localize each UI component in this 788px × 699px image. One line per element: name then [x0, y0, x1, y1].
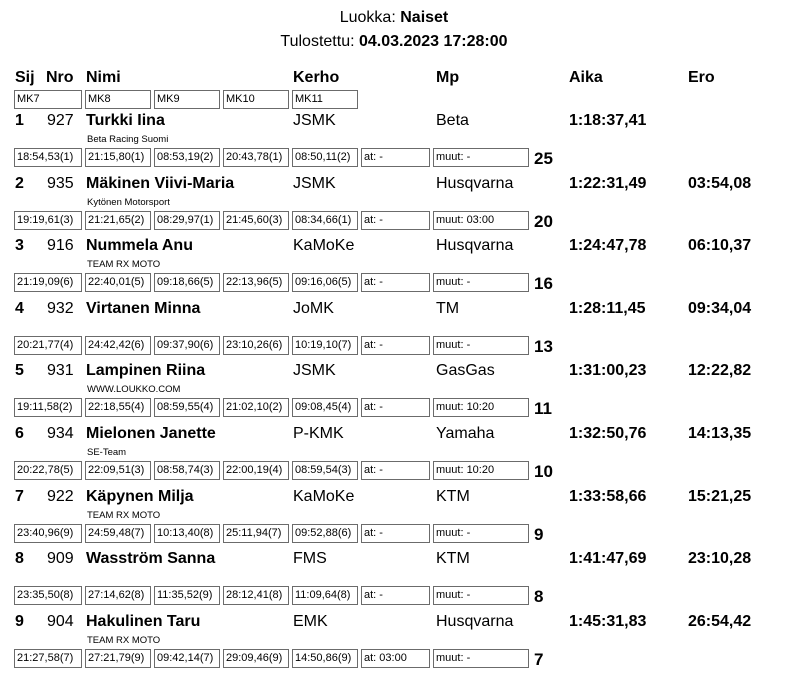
- rider-team: WWW.LOUKKO.COM: [87, 384, 181, 395]
- lap-time-cell: 21:19,09(6): [14, 273, 82, 292]
- col-mp: Mp: [436, 69, 460, 86]
- rider-number: 922: [47, 488, 74, 505]
- rider-bike: Yamaha: [436, 425, 495, 442]
- rider-club: JSMK: [293, 112, 336, 129]
- lap-time-cell: 22:00,19(4): [223, 461, 289, 480]
- rider-club: P-KMK: [293, 425, 344, 442]
- printed-label: Tulostettu:: [280, 33, 355, 50]
- rider-name: Lampinen Riina: [86, 362, 206, 379]
- rider-position: 3: [15, 237, 24, 254]
- lap-time-cell: 11:09,64(8): [292, 586, 358, 605]
- rider-points: 25: [534, 149, 553, 168]
- rider-points: 10: [534, 462, 553, 481]
- lap-time-cell: 14:50,86(9): [292, 649, 358, 668]
- lap-time-cell: 09:37,90(6): [154, 336, 220, 355]
- rider-points: 9: [534, 525, 544, 544]
- lap-time-cell: 23:35,50(8): [14, 586, 82, 605]
- rider-gap: 14:13,35: [688, 425, 752, 442]
- col-lap-mk9: MK9: [154, 90, 220, 109]
- rider-number: 916: [47, 237, 74, 254]
- col-sij: Sij: [15, 69, 35, 86]
- lap-time-cell: 20:43,78(1): [223, 148, 289, 167]
- lap-time-cell: 21:21,65(2): [85, 211, 151, 230]
- at-penalty-cell: at: -: [361, 273, 430, 292]
- rider-gap: 26:54,42: [688, 613, 752, 630]
- col-aika: Aika: [569, 69, 603, 86]
- rider-bike: TM: [436, 300, 460, 317]
- lap-time-cell: 27:21,79(9): [85, 649, 151, 668]
- rider-name: Turkki Iina: [86, 112, 165, 129]
- rider-club: KaMoKe: [293, 488, 355, 505]
- rider-club: KaMoKe: [293, 237, 355, 254]
- rider-number: 935: [47, 175, 74, 192]
- col-nimi: Nimi: [86, 69, 121, 86]
- rider-position: 4: [15, 300, 24, 317]
- rider-gap: 09:34,04: [688, 300, 752, 317]
- rider-bike: KTM: [436, 488, 470, 505]
- lap-time-cell: 19:19,61(3): [14, 211, 82, 230]
- rider-number: 934: [47, 425, 74, 442]
- lap-time-cell: 08:59,54(3): [292, 461, 358, 480]
- rider-bike: GasGas: [436, 362, 495, 379]
- lap-time-cell: 20:22,78(5): [14, 461, 82, 480]
- rider-points: 7: [534, 650, 544, 669]
- lap-time-cell: 21:15,80(1): [85, 148, 151, 167]
- rider-total-time: 1:24:47,78: [569, 237, 647, 254]
- rider-club: EMK: [293, 613, 328, 630]
- at-penalty-cell: at: -: [361, 398, 430, 417]
- rider-total-time: 1:18:37,41: [569, 112, 647, 129]
- rider-points: 11: [534, 399, 552, 418]
- rider-number: 904: [47, 613, 74, 630]
- other-penalty-cell: muut: -: [433, 524, 529, 543]
- lap-time-cell: 24:42,42(6): [85, 336, 151, 355]
- rider-team: TEAM RX MOTO: [87, 635, 161, 646]
- at-penalty-cell: at: -: [361, 586, 430, 605]
- at-penalty-cell: at: -: [361, 461, 430, 480]
- rider-number: 927: [47, 112, 74, 129]
- other-penalty-cell: muut: 10:20: [433, 461, 529, 480]
- lap-time-cell: 22:13,96(5): [223, 273, 289, 292]
- rider-total-time: 1:31:00,23: [569, 362, 647, 379]
- rider-total-time: 1:22:31,49: [569, 175, 647, 192]
- rider-position: 9: [15, 613, 24, 630]
- lap-time-cell: 09:18,66(5): [154, 273, 220, 292]
- rider-name: Mielonen Janette: [86, 425, 216, 442]
- rider-name: Hakulinen Taru: [86, 613, 201, 630]
- rider-position: 8: [15, 550, 24, 567]
- lap-time-cell: 08:34,66(1): [292, 211, 358, 230]
- printed-value: 04.03.2023 17:28:00: [358, 33, 508, 50]
- rider-position: 5: [15, 362, 24, 379]
- at-penalty-cell: at: 03:00: [361, 649, 430, 668]
- other-penalty-cell: muut: -: [433, 586, 529, 605]
- lap-time-cell: 08:50,11(2): [292, 148, 358, 167]
- rider-gap: 06:10,37: [688, 237, 752, 254]
- rider-total-time: 1:41:47,69: [569, 550, 647, 567]
- lap-time-cell: 23:40,96(9): [14, 524, 82, 543]
- at-penalty-cell: at: -: [361, 336, 430, 355]
- rider-points: 8: [534, 587, 544, 606]
- class-value: Naiset: [400, 9, 449, 26]
- rider-name: Mäkinen Viivi-Maria: [86, 175, 235, 192]
- rider-position: 7: [15, 488, 24, 505]
- rider-club: FMS: [293, 550, 327, 567]
- rider-bike: Beta: [436, 112, 469, 129]
- lap-time-cell: 28:12,41(8): [223, 586, 289, 605]
- at-penalty-cell: at: -: [361, 148, 430, 167]
- other-penalty-cell: muut: -: [433, 148, 529, 167]
- lap-time-cell: 08:59,55(4): [154, 398, 220, 417]
- rider-team: SE-Team: [87, 447, 127, 458]
- rider-position: 2: [15, 175, 24, 192]
- rider-name: Virtanen Minna: [86, 300, 201, 317]
- rider-name: Käpynen Milja: [86, 488, 194, 505]
- lap-time-cell: 27:14,62(8): [85, 586, 151, 605]
- rider-bike: KTM: [436, 550, 470, 567]
- col-lap-mk8: MK8: [85, 90, 151, 109]
- rider-number: 909: [47, 550, 74, 567]
- rider-gap: 03:54,08: [688, 175, 752, 192]
- other-penalty-cell: muut: 03:00: [433, 211, 529, 230]
- col-ero: Ero: [688, 69, 715, 86]
- class-title: [0, 9, 788, 27]
- other-penalty-cell: muut: -: [433, 336, 529, 355]
- lap-time-cell: 19:11,58(2): [14, 398, 82, 417]
- rider-team: Beta Racing Suomi: [87, 134, 169, 145]
- other-penalty-cell: muut: 10:20: [433, 398, 529, 417]
- lap-time-cell: 08:58,74(3): [154, 461, 220, 480]
- rider-bike: Husqvarna: [436, 237, 514, 254]
- other-penalty-cell: muut: -: [433, 273, 529, 292]
- rider-club: JSMK: [293, 362, 336, 379]
- lap-time-cell: 21:27,58(7): [14, 649, 82, 668]
- rider-number: 932: [47, 300, 74, 317]
- rider-gap: 15:21,25: [688, 488, 752, 505]
- other-penalty-cell: muut: -: [433, 649, 529, 668]
- rider-bike: Husqvarna: [436, 175, 514, 192]
- col-nro: Nro: [46, 69, 74, 86]
- lap-time-cell: 22:40,01(5): [85, 273, 151, 292]
- lap-time-cell: 10:19,10(7): [292, 336, 358, 355]
- lap-time-cell: 08:29,97(1): [154, 211, 220, 230]
- rider-total-time: 1:33:58,66: [569, 488, 647, 505]
- rider-total-time: 1:32:50,76: [569, 425, 647, 442]
- lap-time-cell: 08:53,19(2): [154, 148, 220, 167]
- lap-time-cell: 24:59,48(7): [85, 524, 151, 543]
- at-penalty-cell: at: -: [361, 524, 430, 543]
- lap-time-cell: 09:08,45(4): [292, 398, 358, 417]
- rider-position: 6: [15, 425, 24, 442]
- lap-time-cell: 20:21,77(4): [14, 336, 82, 355]
- class-label: Luokka:: [339, 9, 396, 26]
- rider-name: Nummela Anu: [86, 237, 193, 254]
- lap-time-cell: 10:13,40(8): [154, 524, 220, 543]
- rider-points: 16: [534, 274, 553, 293]
- lap-time-cell: 29:09,46(9): [223, 649, 289, 668]
- lap-time-cell: 22:09,51(3): [85, 461, 151, 480]
- rider-total-time: 1:45:31,83: [569, 613, 647, 630]
- rider-gap: 12:22,82: [688, 362, 752, 379]
- lap-time-cell: 18:54,53(1): [14, 148, 82, 167]
- rider-total-time: 1:28:11,45: [569, 300, 646, 317]
- rider-club: JoMK: [293, 300, 334, 317]
- printed-line: [0, 33, 788, 51]
- lap-time-cell: 23:10,26(6): [223, 336, 289, 355]
- rider-points: 20: [534, 212, 553, 231]
- col-lap-mk11: MK11: [292, 90, 358, 109]
- lap-time-cell: 09:16,06(5): [292, 273, 358, 292]
- rider-gap: 23:10,28: [688, 550, 752, 567]
- rider-number: 931: [47, 362, 74, 379]
- rider-club: JSMK: [293, 175, 336, 192]
- at-penalty-cell: at: -: [361, 211, 430, 230]
- rider-name: Wasström Sanna: [86, 550, 216, 567]
- lap-time-cell: 09:42,14(7): [154, 649, 220, 668]
- rider-team: Kytönen Motorsport: [87, 197, 170, 208]
- lap-time-cell: 21:45,60(3): [223, 211, 289, 230]
- rider-position: 1: [15, 112, 24, 129]
- col-lap-mk7: MK7: [14, 90, 82, 109]
- col-lap-mk10: MK10: [223, 90, 289, 109]
- col-kerho: Kerho: [293, 69, 340, 86]
- rider-team: TEAM RX MOTO: [87, 259, 161, 270]
- lap-time-cell: 25:11,94(7): [223, 524, 289, 543]
- lap-time-cell: 22:18,55(4): [85, 398, 151, 417]
- rider-team: TEAM RX MOTO: [87, 510, 161, 521]
- rider-bike: Husqvarna: [436, 613, 514, 630]
- lap-time-cell: 11:35,52(9): [154, 586, 220, 605]
- rider-points: 13: [534, 337, 553, 356]
- lap-time-cell: 21:02,10(2): [223, 398, 289, 417]
- lap-time-cell: 09:52,88(6): [292, 524, 358, 543]
